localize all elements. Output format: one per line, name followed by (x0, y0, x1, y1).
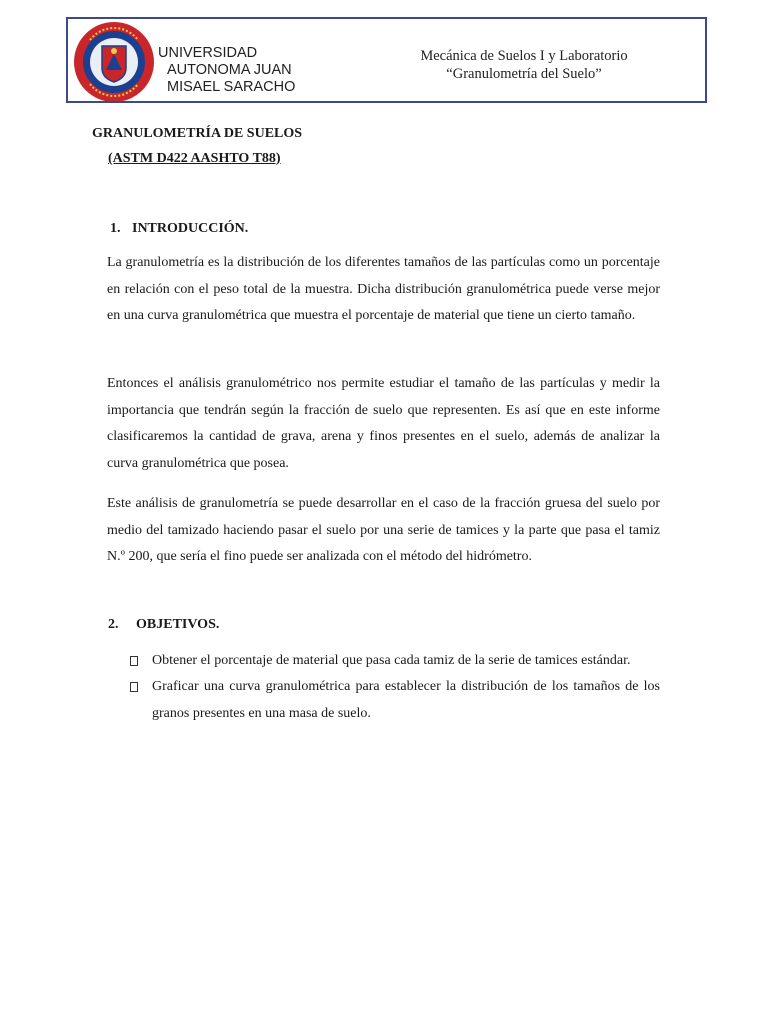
list-item (130, 648, 660, 674)
document-title: GRANULOMETRÍA DE SUELOS (92, 126, 303, 141)
bullet-box-icon (130, 682, 138, 692)
university-line-2: AUTONOMA JUAN (167, 62, 292, 78)
university-seal-icon (72, 20, 156, 103)
document-header (66, 17, 707, 103)
objective-text: Graficar una curva granulométrica para establecer la distribución de los tamaños de los granos presentes en una masa de suelo. (152, 679, 660, 721)
document-subtitle: (ASTM D422 AASHTO T88) (108, 151, 281, 166)
course-info (368, 47, 680, 83)
section-title: OBJETIVOS. (136, 617, 220, 632)
list-item (130, 674, 660, 727)
section-number: 2. (108, 617, 119, 632)
intro-paragraph-1: La granulometría es la distribución de los diferentes tamaños de las partículas como un porcentaje en relación con el peso total de la muestra. Dicha distribución granulométrica puede verse mejor en una curva granulométrica que muestra el porcentaje de material que tiene un cierto tamaño. (107, 255, 660, 324)
section-title: INTRODUCCIÓN. (132, 221, 249, 236)
intro-paragraph-2: Entonces el análisis granulométrico nos permite estudiar el tamaño de las partículas y medir la importancia que tendrán según la fracción de suelo que representen. Es así que en este informe clasificaremos la cantidad de grava, arena y finos presentes en el suelo, además de analizar la curva granulométrica que posea. (107, 376, 660, 471)
university-line-1: UNIVERSIDAD (158, 45, 258, 61)
objectives-list (130, 648, 660, 727)
course-topic: “Granulometría del Suelo” (446, 66, 602, 82)
university-line-3: MISAEL SARACHO (167, 79, 296, 95)
section-number: 1. (110, 221, 121, 236)
section-heading-objetivos (108, 615, 219, 634)
university-name (158, 45, 338, 96)
intro-paragraph-3: Este análisis de granulometría se puede desarrollar en el caso de la fracción gruesa del suelo por medio del tamizado haciendo pasar el suelo por una serie de tamices y la parte que pasa el tamiz N.º 200, que sería el fino puede ser analizada con el método del hidrómetro. (107, 496, 660, 565)
section-heading-introduccion (110, 219, 248, 238)
course-name: Mecánica de Suelos I y Laboratorio (420, 48, 628, 64)
bullet-box-icon (130, 656, 138, 666)
objective-text: Obtener el porcentaje de material que pasa cada tamiz de la serie de tamices estándar. (152, 653, 631, 668)
